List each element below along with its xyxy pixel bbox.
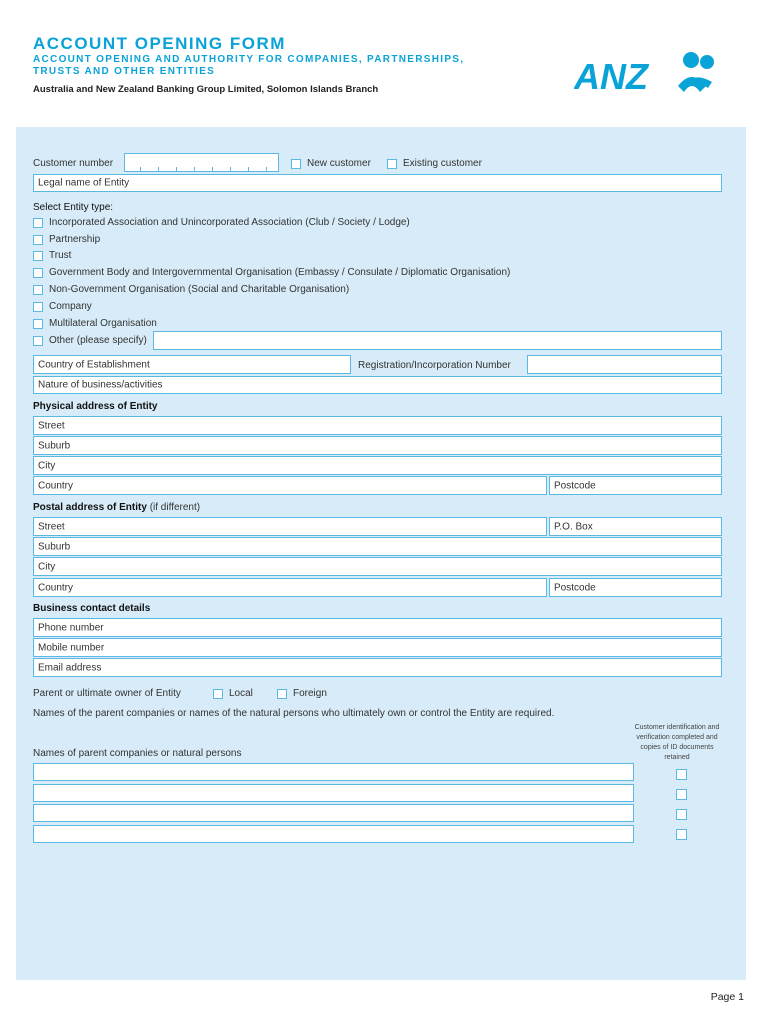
- parent-local-checkbox[interactable]: [213, 689, 223, 699]
- mobile-number-field[interactable]: [33, 638, 722, 657]
- entity-option-label: Incorporated Association and Unincorporated Association (Club / Society / Lodge): [49, 217, 410, 228]
- physical-city-field[interactable]: [33, 456, 722, 475]
- postal-street-field[interactable]: [33, 517, 547, 536]
- parent-foreign-label: Foreign: [293, 688, 327, 699]
- form-title: ACCOUNT OPENING FORM: [33, 34, 286, 53]
- form-subtitle: ACCOUNT OPENING AND AUTHORITY FOR COMPANIES, PARTNERSHIPS, TRUSTS AND OTHER ENTITIES: [33, 54, 465, 77]
- physical-suburb-field[interactable]: [33, 436, 722, 455]
- parent-name-field[interactable]: [33, 763, 634, 781]
- new-customer-label: New customer: [307, 158, 371, 169]
- entity-option-checkbox[interactable]: [33, 302, 43, 312]
- bank-name: Australia and New Zealand Banking Group Limited, Solomon Islands Branch: [33, 84, 379, 95]
- entity-option-label: Partnership: [49, 234, 101, 245]
- id-verified-checkbox[interactable]: [676, 789, 687, 800]
- id-verified-checkbox[interactable]: [676, 829, 687, 840]
- country-of-establishment-label: Country of Establishment: [38, 359, 150, 370]
- physical-address-heading: Physical address of Entity: [33, 401, 158, 412]
- entity-option-checkbox[interactable]: [33, 218, 43, 228]
- postal-pobox-label: P.O. Box: [554, 521, 593, 532]
- id-verified-checkbox[interactable]: [676, 809, 687, 820]
- entity-type-heading: Select Entity type:: [33, 202, 114, 213]
- other-specify-field[interactable]: [153, 331, 722, 350]
- postal-city-label: City: [38, 561, 56, 572]
- id-verification-note: Customer identification and verification completed and copies of ID documents retained: [634, 724, 720, 761]
- postal-city-field[interactable]: [33, 557, 722, 576]
- country-of-establishment-field[interactable]: [33, 355, 351, 374]
- customer-number-label: Customer number: [33, 158, 114, 169]
- physical-city-label: City: [38, 460, 56, 471]
- entity-option-label: Multilateral Organisation: [49, 318, 157, 329]
- entity-option-checkbox[interactable]: [33, 251, 43, 261]
- entity-option-checkbox[interactable]: [33, 319, 43, 329]
- postal-suburb-field[interactable]: [33, 537, 722, 556]
- postal-country-field[interactable]: [33, 578, 547, 597]
- postal-suburb-label: Suburb: [38, 541, 71, 552]
- contact-details-heading: Business contact details: [33, 603, 151, 614]
- postal-address-note: (if different): [149, 502, 201, 513]
- anz-logo: [574, 46, 724, 96]
- physical-postcode-field[interactable]: [549, 476, 722, 495]
- entity-option-label: Government Body and Intergovernmental Organisation (Embassy / Consulate / Diplomatic Organisation): [49, 267, 511, 278]
- id-verified-checkbox[interactable]: [676, 769, 687, 780]
- customer-number-field[interactable]: [124, 153, 279, 172]
- registration-number-field[interactable]: [527, 355, 722, 374]
- existing-customer-label: Existing customer: [403, 158, 482, 169]
- physical-street-label: Street: [38, 420, 65, 431]
- mobile-number-label: Mobile number: [38, 642, 105, 653]
- parent-name-field[interactable]: [33, 825, 634, 843]
- entity-option-checkbox[interactable]: [33, 285, 43, 295]
- email-address-label: Email address: [38, 662, 102, 673]
- parent-instruction: Names of the parent companies or names of the natural persons who ultimately own or control the Entity are required.: [33, 708, 555, 719]
- anz-logo-text: ANZ: [574, 56, 648, 96]
- parent-local-label: Local: [229, 688, 253, 699]
- nature-of-business-field[interactable]: [33, 376, 722, 394]
- new-customer-checkbox[interactable]: [291, 159, 301, 169]
- postal-country-label: Country: [38, 582, 74, 593]
- page-number: Page 1: [710, 991, 744, 1003]
- postal-pobox-field[interactable]: [549, 517, 722, 536]
- anz-people-icon: [678, 52, 714, 92]
- postal-postcode-field[interactable]: [549, 578, 722, 597]
- entity-option-label: Non-Government Organisation (Social and Charitable Organisation): [49, 284, 350, 295]
- email-address-field[interactable]: [33, 658, 722, 677]
- parent-owner-label: Parent or ultimate owner of Entity: [33, 688, 181, 699]
- entity-option-label: Company: [49, 301, 92, 312]
- legal-name-field[interactable]: [33, 174, 722, 192]
- postal-address-heading: Postal address of Entity (if different): [33, 502, 201, 513]
- physical-postcode-label: Postcode: [554, 480, 596, 491]
- parent-foreign-checkbox[interactable]: [277, 689, 287, 699]
- entity-option-label: Trust: [49, 250, 72, 261]
- parent-name-field[interactable]: [33, 784, 634, 802]
- phone-number-label: Phone number: [38, 622, 104, 633]
- entity-option-checkbox[interactable]: [33, 268, 43, 278]
- parent-name-field[interactable]: [33, 804, 634, 822]
- registration-number-label: Registration/Incorporation Number: [358, 360, 511, 371]
- existing-customer-checkbox[interactable]: [387, 159, 397, 169]
- phone-number-field[interactable]: [33, 618, 722, 637]
- physical-country-field[interactable]: [33, 476, 547, 495]
- entity-option-label: Other (please specify): [49, 335, 147, 346]
- parent-names-label: Names of parent companies or natural persons: [33, 748, 242, 759]
- postal-postcode-label: Postcode: [554, 582, 596, 593]
- legal-name-label: Legal name of Entity: [38, 177, 130, 189]
- entity-option-checkbox[interactable]: [33, 336, 43, 346]
- nature-of-business-label: Nature of business/activities: [38, 379, 163, 391]
- entity-option-checkbox[interactable]: [33, 235, 43, 245]
- postal-street-label: Street: [38, 521, 65, 532]
- physical-suburb-label: Suburb: [38, 440, 71, 451]
- physical-street-field[interactable]: [33, 416, 722, 435]
- physical-country-label: Country: [38, 480, 74, 491]
